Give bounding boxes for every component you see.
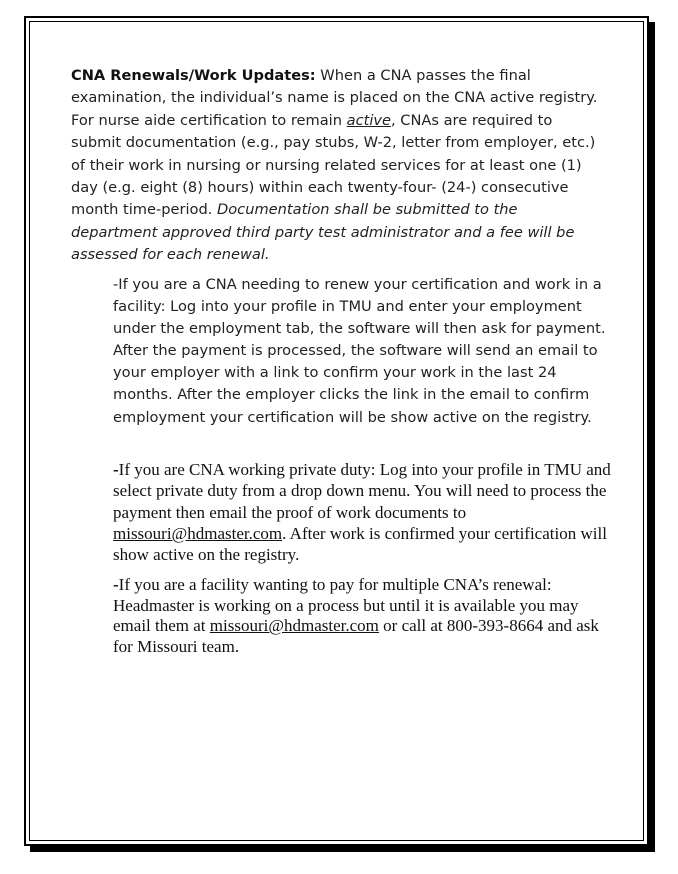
private-duty-email-link[interactable]: missouri@hdmaster.com [113,523,283,543]
multiple-cna-email-link[interactable]: missouri@hdmaster.com [209,616,379,636]
private-duty-text-after: . After work is confirmed your certification will show active on the registry. [113,523,607,565]
renewals-paragraph [71,65,601,267]
active-word: active [346,111,391,129]
document-content [26,18,647,844]
private-duty-dash: - [113,460,119,479]
documentation-note: Documentation shall be submitted to the department approved third party test administrator and a fee will be assessed for each renewal. [71,201,575,264]
page-frame [24,16,649,846]
multiple-cna-dash: - [113,575,119,594]
multiple-cna-text: If you are a facility wanting to pay for multiple CNA’s renewal: Headmaster is working on a process but until it is available you may email them at [113,575,579,636]
renewals-body: , CNAs are required to submit documentation (e.g., pay stubs, W-2, letter from employer, etc.) of their work in nursing or nursing related services for at least one (1) day (e.g. eight (8) hours) within each twenty-four- (24-) consecutive month time-period. [71,111,596,219]
private-duty-text: If you are CNA working private duty: Log into your profile in TMU and select private duty from a drop down menu. You will need to process the payment then email the proof of work documents to [113,460,611,522]
renewals-heading: CNA Renewals/Work Updates: [71,67,316,84]
facility-renewal-paragraph: -If you are a CNA needing to renew your certification and work in a facility: Log into your profile in TMU and enter your employment under the employment tab, the software will then ask for payment. After the payment is processed, the software will send an email to your employer with a link to confirm your work in the last 24 months. After the employer clicks the link in the email to confirm employment your certification will be show active on the registry. [113,276,606,426]
multiple-cna-paragraph [113,575,613,657]
renewals-intro: When a CNA passes the final examination, the individual’s name is placed on the CNA active registry. For nurse aide certification to remain [71,67,598,129]
multiple-cna-text-after: or call at 800-393-8664 and ask for Missouri team. [113,616,599,656]
private-duty-paragraph [113,459,613,565]
